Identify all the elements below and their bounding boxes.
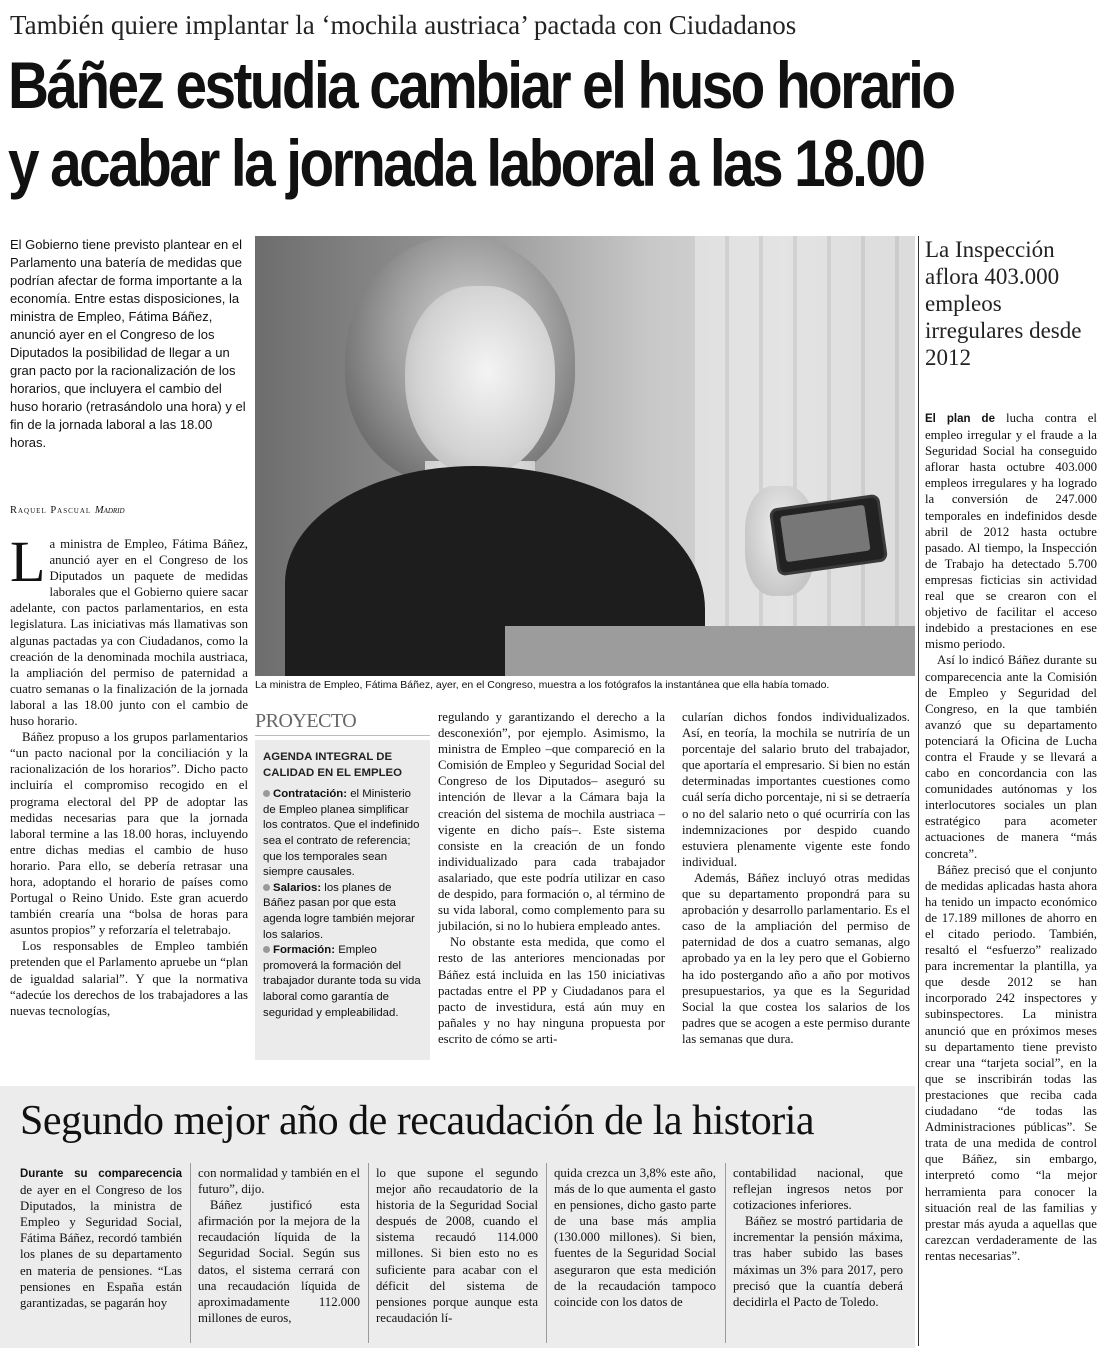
drop-cap: L [10,529,46,594]
paragraph: cularían dichos fondos individualizados. Así, en teoría, la mochila se nutriría de un porcentaje del salario bruto del trabajador, que aportaría el empresario. Si bien no están determinadas importantes cuestiones como cuál sería dicho porcentaje, ni si se detraería o no del salario neto o qué ocurriría con las indemnizaciones por despido cuando estuviera plenamente vigente este fondo individual. [682,710,910,869]
sidebox-label: PROYECTO [255,709,430,736]
paragraph: La ministra de Empleo, Fátima Báñez, anunció ayer en el Congreso de los Diputados un paquete de medidas laborales que el Gobierno quiere sacar adelante, con pactos parlamentarios, en esta legislatura. Las iniciativas más llamativas son algunas pactadas ya con Ciudadanos, como la creación de la denominada mochila austriaca, la ampliación del permiso de paternidad a cuatro semanas o la finalización de la jornada laboral a las 18.00 junto con el cambio de huso horario. [10,529,248,729]
headline-line-2: y acabar la jornada laboral a las 18.00 [8,126,924,200]
byline-place: Madrid [94,505,125,516]
column-divider [725,1163,726,1343]
paragraph: No obstante esta medida, que como el resto de las anteriores mencionadas por Báñez está incluida en las 150 iniciativas pactadas entre el PP y Ciudadanos para el pacto de investidura, está aún muy en pañales y no hay ninguna propuesta por escrito de cómo se arti- [438,935,665,1046]
paragraph: Así lo indicó Báñez durante su comparecencia ante la Comisión de Empleo y Seguridad del Congreso, en la que también avanzó que su departamento potenciará la Oficina de Lucha contra el Fraude y se llevará a cabo en concordancia con las comunidades autónomas y los interlocutores sociales un plan estratégico para acometer actuaciones de manera “más concreta”. [925,653,1097,861]
proyecto-item: Contratación: el Ministerio de Empleo planea simplificar los contratos. Que el indefinido sea el contrato de referencia; que los temporales sean siempre causales. [263,788,420,879]
article-column-4 [682,709,910,1047]
proyecto-item: Formación: Empleo promoverá la formación del trabajador durante toda su vida laboral como garantía de seguridad y empleabilidad. [263,944,421,1019]
proyecto-box [255,740,430,1060]
paragraph: Báñez precisó que el conjunto de medidas aplicadas hasta ahora ha tenido un impacto económico de 17.189 millones de ahorro en el citado periodo. También, resaltó el “esfuerzo” realizado para incrementar la plantilla, ya que desde 2012 se han incorporado 242 inspectores y subinspectores. La ministra anunció que en próximos meses su departamento tiene previsto crear una “tarjeta social”, en la que se inscribirán todas las prestaciones que reciba cada ciudadano “de todas las Administraciones públicas”. Se trata de una medida de control que Báñez, sin embargo, interpretó como “la mejor herramienta para conocer la situación real de las familias y prestar más ayuda a aquellas que carezcan verdaderamente de las rentas necesarias”. [925,862,1097,1263]
photo-caption: La ministra de Empleo, Fátima Báñez, ayer, en el Congreso, muestra a los fotógrafos la instantánea que ella había tomado. [255,679,830,691]
bottom-column-5: contabilidad nacional, que reflejan ingresos netos por cotizaciones inferiores. Báñez se mostró partidaria de incrementar la pensión máxima, tras haber subido las bases máximas un 3% para 2017, pero precisó que la cuantía deberá decidirla el Pacto de Toledo. [733,1166,903,1309]
proyecto-item: Salarios: los planes de Báñez pasan por que esta agenda logre también mejorar los salarios. [263,881,415,941]
byline-author: Raquel Pascual [10,505,92,516]
column-divider [368,1163,369,1343]
proyecto-box-title: AGENDA INTEGRAL DE CALIDAD EN EL EMPLEO [263,751,403,779]
paragraph: Báñez propuso a los grupos parlamentarios “un pacto nacional por la conciliación y la racionalización de los horarios”. Dicho pacto incluiría el compromiso recogido en el programa electoral del PP de adoptar las medidas necesarias para que la jornada laboral termine a las 18.00 horas, incluyendo entre dichas medias el cambio de huso horario. Para ello, se debería retrasar una hora, adoptando el horario de países como Portugal o Reino Unido. Este gran acuerdo también crearía una “bolsa de horas para asuntos propios” y reforzaría el teletrabajo. [10,730,248,938]
lead-paragraph: El Gobierno tiene previsto plantear en el Parlamento una batería de medidas que podrían afectar de forma importante a la economía. Entre estas disposiciones, la ministra de Empleo, Fátima Báñez, anunció ayer en el Congreso de los Diputados la posibilidad de llegar a un gran pacto por la racionalización de los horarios, que incluyera el cambio del huso horario (retrasándolo una hora) y el fin de la jornada laboral a las 18.00 horas. [10,237,246,450]
column-divider [546,1163,547,1343]
bullet-icon [263,884,270,891]
bottom-headline: Segundo mejor año de recaudación de la historia [20,1098,815,1144]
article-photo [255,236,915,676]
bullet-icon [263,790,270,797]
column-divider [190,1163,191,1343]
sidebar-headline: La Inspección aflora 403.000 empleos irregulares desde 2012 [925,237,1082,370]
paragraph: regulando y garantizando el derecho a la desconexión”, por ejemplo. Asimismo, la ministra de Empleo –que compareció en la Comisión de Empleo y Seguridad Social del Congreso de los Diputados– aseguró su intención de llevar a la Cámara baja la creación del sistema de mochila austriaca –vigente en dicho país–. Este sistema consiste en la creación de un fondo individualizado para cada trabajador asalariado, que este podría utilizar en caso de despido, para formación o, al término de su vida laboral, como complemento para su jubilación, si no lo hubiera empleado antes. [438,710,665,934]
article-column-3 [438,709,665,1047]
sidebar-divider [918,236,919,1346]
headline-line-1: Báñez estudia cambiar el huso horario [8,48,954,122]
paragraph: Los responsables de Empleo también pretenden que el Parlamento apruebe un “plan de igualdad salarial”. Y que la normativa “adecúe los derechos de los trabajadores a las nuevas tecnologías, [10,939,248,1018]
bottom-column-1: Durante su comparecencia de ayer en el Congreso de los Diputados, la ministra de Empleo y Seguridad Social, Fátima Báñez, recordó también los planes de su departamento en materia de pensiones. “Las pensiones en España están garantizadas, se pagarán hoy [20,1168,182,1310]
kicker: También quiere implantar la ‘mochila austriaca’ pactada con Ciudadanos [10,10,797,40]
bullet-icon [263,946,270,953]
article-column-1 [10,529,248,1019]
sidebar-column [925,410,1097,1264]
bottom-column-4: quida crezca un 3,8% este año, más de lo que aumenta el gasto en pensiones, dicho gasto parte de una base más amplia (130.000 millones). Si bien, fuentes de la Seguridad Social aseguraron que esta medición de la recaudación tampoco coincide con los datos de [554,1166,716,1309]
paragraph: El plan de lucha contra el empleo irregular y el fraude a la Seguridad Social ha conseguido aflorar hasta octubre 403.000 empleos irregulares y ha logrado la conversión de 247.000 temporales en indefinidos desde abril de 2012 hasta octubre pasado. Al tiempo, la Inspección de Trabajo ha detectado 5.700 empresas ficticias sin actividad real que se crearon con el objetivo de facilitar el acceso indebido a prestaciones en ese mismo periodo. [925,411,1097,652]
paragraph: Además, Báñez incluyó otras medidas que su departamento propondrá para su aprobación y desarrollo parlamentario. Es el caso de la ampliación del permiso de paternidad de dos a cuatro semanas, algo aprobado ya en la ley pero que el Gobierno ha ido postergando año a año por motivos presupuestarios, ya que es la Seguridad Social la que costea los salarios de los padres que se acogen a este permiso durante las semanas que dura. [682,870,910,1046]
headline [8,46,954,202]
bottom-column-2: con normalidad y también en el futuro”, dijo. Báñez justificó esta afirmación por la mejora de la recaudación líquida de la Seguridad Social. Según sus datos, el sistema cerrará con una recaudación líquida de aproximadamente 112.000 millones de euros, [198,1166,360,1325]
bottom-column-3: lo que supone el segundo mejor año recaudatorio de la historia de la Seguridad Social después de 2008, cuando el sistema recaudó 114.000 millones. Si bien esto no es suficiente para acabar con el déficit del sistema de pensiones porque aunque esta recaudación lí- [376,1166,538,1325]
byline [10,505,248,516]
